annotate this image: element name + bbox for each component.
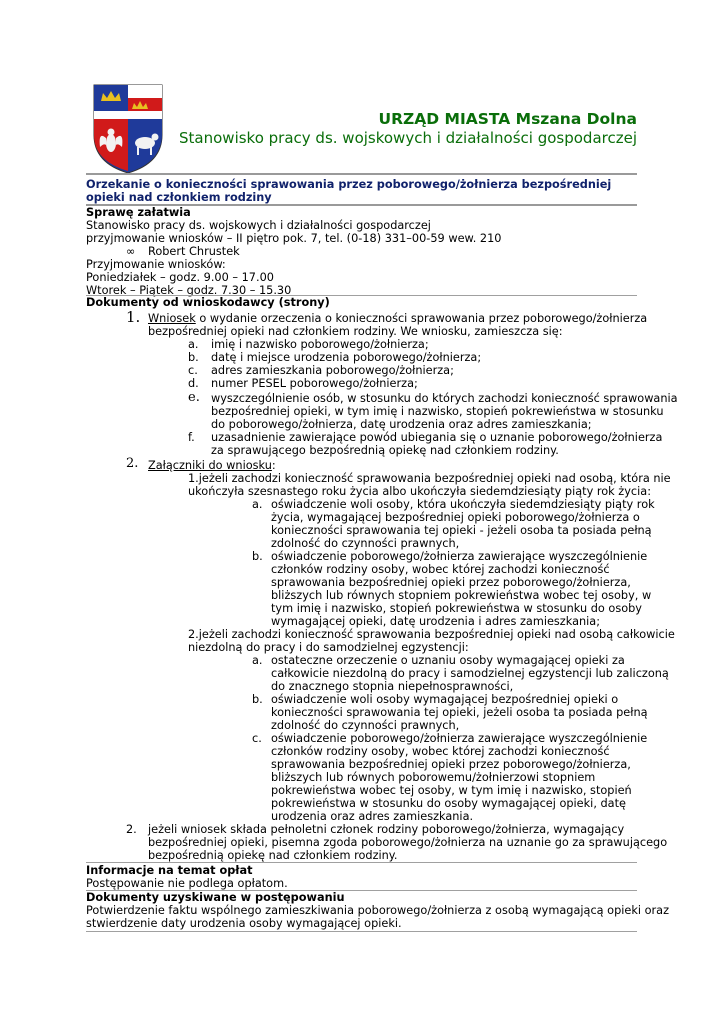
obtained-heading: Dokumenty uzyskiwane w postępowaniu bbox=[86, 891, 345, 904]
sub-item-text: członków rodziny osoby, wobec której zachodzi konieczność bbox=[271, 563, 610, 576]
list-item-text: : bbox=[271, 459, 276, 472]
handling-heading: Sprawę załatwia bbox=[86, 206, 191, 219]
sub-letter: c. bbox=[188, 364, 198, 377]
sub-letter: b. bbox=[188, 351, 199, 364]
hours-line: Wtorek – Piątek – godz. 7.30 – 15.30 bbox=[86, 284, 292, 297]
list-item-text: bezpośredniej opieki, pisemna zgoda poborowego/żołnierza na uznanie go za sprawującego bbox=[148, 836, 668, 849]
sub-item-text: bliższych lub równych stopniem pokrewieństwa wobec tej osoby, w bbox=[271, 589, 652, 602]
sub-letter: d. bbox=[188, 377, 199, 390]
sub-item-text: sprawowania bezpośredniej opieki przez poborowego/żołnierza, bbox=[271, 758, 631, 771]
attachments-link[interactable]: Załączniki do wniosku bbox=[148, 459, 272, 472]
case-text: ukończyła szesnastego roku życia albo ukończyła siedemdziesiąty piąty rok życia: bbox=[188, 485, 651, 498]
handling-line: Stanowisko pracy ds. wojskowych i działalności gospodarczej bbox=[86, 219, 431, 232]
list-number: 2. bbox=[126, 456, 139, 471]
sub-item-text: oświadczenie woli osoby, która ukończyła siedemdziesiąty piąty rok bbox=[271, 498, 655, 511]
case-text: 1.jeżeli zachodzi konieczność sprawowania bezpośredniej opieki nad osobą, która nie bbox=[188, 472, 671, 485]
case-text: niezdolną do pracy i do samodzielnej egzystencji: bbox=[188, 641, 469, 654]
sub-item-text: konieczności sprawowania tej opieki - jeżeli osoba ta posiada pełną bbox=[271, 524, 652, 537]
sub-item-text: numer PESEL poborowego/żołnierza; bbox=[211, 377, 418, 390]
sub-item-text: datę i miejsce urodzenia poborowego/żołnierza; bbox=[211, 351, 482, 364]
sub-item-text: pokrewieństwa w stosunku do osoby wymagającej opieki, datę bbox=[271, 797, 626, 810]
sub-item-text: imię i nazwisko poborowego/żołnierza; bbox=[211, 338, 429, 351]
divider bbox=[86, 173, 637, 175]
sub-letter: b. bbox=[252, 550, 263, 563]
sub-item-text: życia, wymagającej bezpośredniej opieki poborowego/żołnierza o bbox=[271, 511, 640, 524]
sub-item-text: sprawowania bezpośredniej opieki przez poborowego/żołnierza, bbox=[271, 576, 631, 589]
list-number: 2. bbox=[126, 823, 137, 836]
fees-heading: Informacje na temat opłat bbox=[86, 864, 253, 877]
list-item-text: bezpośredniej opieki nad członkiem rodziny. We wniosku, zamieszcza się: bbox=[148, 325, 563, 338]
sub-item-text: wyszczególnienie osób, w stosunku do których zachodzi konieczność sprawowania bbox=[211, 392, 678, 405]
obtained-text: Potwierdzenie faktu wspólnego zamieszkiwania poborowego/żołnierza z osobą wymagającą opieki oraz bbox=[86, 904, 670, 917]
sub-letter: a. bbox=[252, 498, 263, 511]
hours-label: Przyjmowanie wniosków: bbox=[86, 258, 226, 271]
sub-letter: f. bbox=[188, 431, 195, 444]
sub-item-text: wymagającej opieki, datę urodzenia i adres zamieszkania; bbox=[271, 615, 601, 628]
fees-text: Postępowanie nie podlega opłatom. bbox=[86, 877, 288, 890]
sub-letter: a. bbox=[188, 338, 199, 351]
list-item-text: o wydanie orzeczenia o konieczności sprawowania przez poborowego/żołnierza bbox=[195, 312, 648, 325]
sub-letter: b. bbox=[252, 693, 263, 706]
list-item-text: jeżeli wniosek składa pełnoletni członek rodziny poborowego/żołnierza, wymagający bbox=[148, 823, 625, 836]
sub-item-text: pokrewieństwa wobec tej osoby, w tym imię i nazwisko, stopień bbox=[271, 784, 632, 797]
sub-item-text: do znacznego stopnia niepełnosprawności, bbox=[271, 680, 514, 693]
sub-item-text: członków rodziny osoby, wobec której zachodzi konieczność bbox=[271, 745, 610, 758]
sub-item-text: do poborowego/żołnierza, datę urodzenia oraz adres zamieszkania; bbox=[211, 418, 592, 431]
sub-item-text: adres zamieszkania poborowego/żołnierza; bbox=[211, 364, 454, 377]
documents-heading: Dokumenty od wnioskodawcy (strony) bbox=[86, 296, 330, 309]
sub-item-text: za sprawującego bezpośrednią opiekę nad członkiem rodziny. bbox=[211, 444, 559, 457]
document-title: Orzekanie o konieczności sprawowania przez poborowego/żołnierza bezpośredniej opieki nad członkiem rodziny bbox=[86, 178, 612, 204]
divider bbox=[86, 862, 637, 863]
list-number: 1. bbox=[126, 308, 141, 326]
handling-line: przyjmowanie wniosków – II piętro pok. 7, tel. (0-18) 331–00-59 wew. 210 bbox=[86, 232, 502, 245]
sub-item-text: ostateczne orzeczenie o uznaniu osoby wymagającej opieki za bbox=[271, 654, 625, 667]
department-title: Stanowisko pracy ds. wojskowych i działalności gospodarczej bbox=[179, 129, 637, 147]
sub-item-text: oświadczenie poborowego/żołnierza zawierające wyszczególnienie bbox=[271, 732, 648, 745]
list-item-text: bezpośrednią opiekę nad członkiem rodziny. bbox=[148, 849, 398, 862]
sub-item-text: oświadczenie poborowego/żołnierza zawierające wyszczególnienie bbox=[271, 550, 648, 563]
list-item bbox=[148, 312, 647, 325]
sub-item-text: całkowicie niezdolną do pracy i samodzielnej egzystencji lub zaliczoną bbox=[271, 667, 669, 680]
application-link[interactable]: Wniosek bbox=[148, 312, 196, 325]
hours-line: Poniedziałek – godz. 9.00 – 17.00 bbox=[86, 271, 274, 284]
sub-item-text: zdolność do czynności prawnych, bbox=[271, 537, 460, 550]
divider bbox=[86, 931, 637, 932]
sub-item-text: konieczności sprawowania tej opieki, jeżeli osoba ta posiada pełną bbox=[271, 706, 648, 719]
office-title: URZĄD MIASTA Mszana Dolna bbox=[378, 110, 637, 128]
obtained-text: stwierdzenie daty urodzenia osoby wymagającej opieki. bbox=[86, 917, 402, 930]
sub-letter: e. bbox=[188, 390, 200, 405]
contact-person: Robert Chrustek bbox=[148, 245, 240, 258]
sub-item-text: oświadczenie woli osoby wymagającej bezpośredniej opieki o bbox=[271, 693, 619, 706]
sub-item-text: bezpośredniej opieki, w tym imię i nazwisko, stopień pokrewieństwa w stosunku bbox=[211, 405, 664, 418]
sub-item-text: urodzenia oraz adres zamieszkania. bbox=[271, 810, 474, 823]
list-item bbox=[148, 459, 276, 472]
sub-item-text: bliższych lub równych poborowemu/żołnierzowi stopniem bbox=[271, 771, 596, 784]
bullet-icon: ∞ bbox=[126, 245, 136, 258]
sub-item-text: tym imię i nazwisko, stopień pokrewieństwa w stosunku do osoby bbox=[271, 602, 642, 615]
sub-item-text: zdolność do czynności prawnych, bbox=[271, 719, 460, 732]
sub-letter: c. bbox=[252, 732, 262, 745]
sub-item-text: uzasadnienie zawierające powód ubiegania się o uznanie poborowego/żołnierza bbox=[211, 431, 663, 444]
case-text: 2.jeżeli zachodzi konieczność sprawowania bezpośredniej opieki nad osobą całkowicie bbox=[188, 628, 675, 641]
sub-letter: a. bbox=[252, 654, 263, 667]
